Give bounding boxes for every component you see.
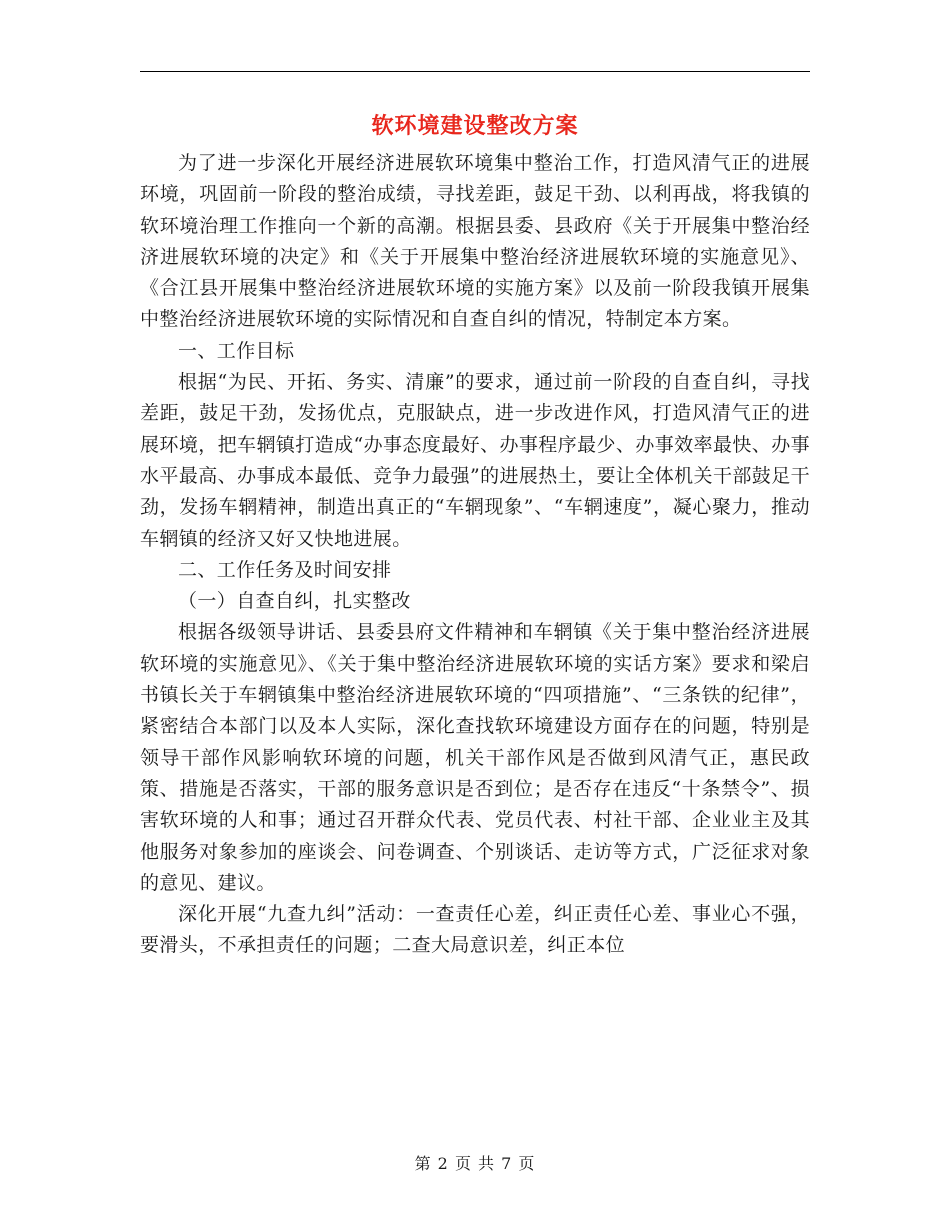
subsection-heading-self-check: （一）自查自纠，扎实整改 (178, 590, 411, 613)
document-title: 软环境建设整改方案 (371, 113, 579, 139)
paragraph-self-check: 根据各级领导讲话、县委县府文件精神和车辋镇《关于集中整治经济进展软环境的实施意见》、《关于集中整治经济进展软环境的实话方案》要求和梁启书镇长关于车辋镇集中整治经济进展软环境的“四项措施”、“三条铁的纪律”，紧密结合本部门以及本人实际，深化查找软环境建设方面存在的问题，特别是领导干部作风影响软环境的问题，机关干部作风是否做到风清气正，惠民政策、措施是否落实，干部的服务意识是否到位；是否存在违反“十条禁令”、损害软环境的人和事；通过召开群众代表、党员代表、村社干部、企业业主及其他服务对象参加的座谈会、问卷调查、个别谈话、走访等方式，广泛征求对象的意见、建议。 (140, 621, 810, 894)
paragraph-goals: 根据“为民、开拓、务实、清廉”的要求，通过前一阶段的自查自纠，寻找差距，鼓足干劲，发扬优点，克服缺点，进一步改进作风，打造风清气正的进展环境，把车辋镇打造成“办事态度最好、办事程序最少、办事效率最快、办事水平最高、办事成本最低、竞争力最强”的进展热土，要让全体机关干部鼓足干劲，发扬车辋精神，制造出真正的“车辋现象”、“车辋速度”，凝心聚力，推动车辋镇的经济又好又快地进展。 (140, 371, 810, 550)
section-heading-goals: 一、工作目标 (178, 339, 295, 362)
section-heading-tasks: 二、工作任务及时间安排 (178, 558, 392, 581)
paragraph-intro: 为了进一步深化开展经济进展软环境集中整治工作，打造风清气正的进展环境，巩固前一阶段的整治成绩，寻找差距，鼓足干劲、以利再战，将我镇的软环境治理工作推向一个新的高潮。根据县委、县政府《关于开展集中整治经济进展软环境的决定》和《关于开展集中整治经济进展软环境的实施意见》、《合江县开展集中整治经济进展软环境的实施方案》以及前一阶段我镇开展集中整治经济进展软环境的实际情况和自查自纠的情况，特制定本方案。 (140, 152, 810, 331)
document-body (140, 148, 810, 962)
page-number-footer: 第 2 页 共 7 页 (414, 1154, 536, 1173)
paragraph-nine-checks: 深化开展“九查九纠”活动：一查责任心差，纠正责任心差、事业心不强，要滑头，不承担责任的问题；二查大局意识差，纠正本位 (140, 903, 810, 957)
header-rule (140, 71, 810, 72)
